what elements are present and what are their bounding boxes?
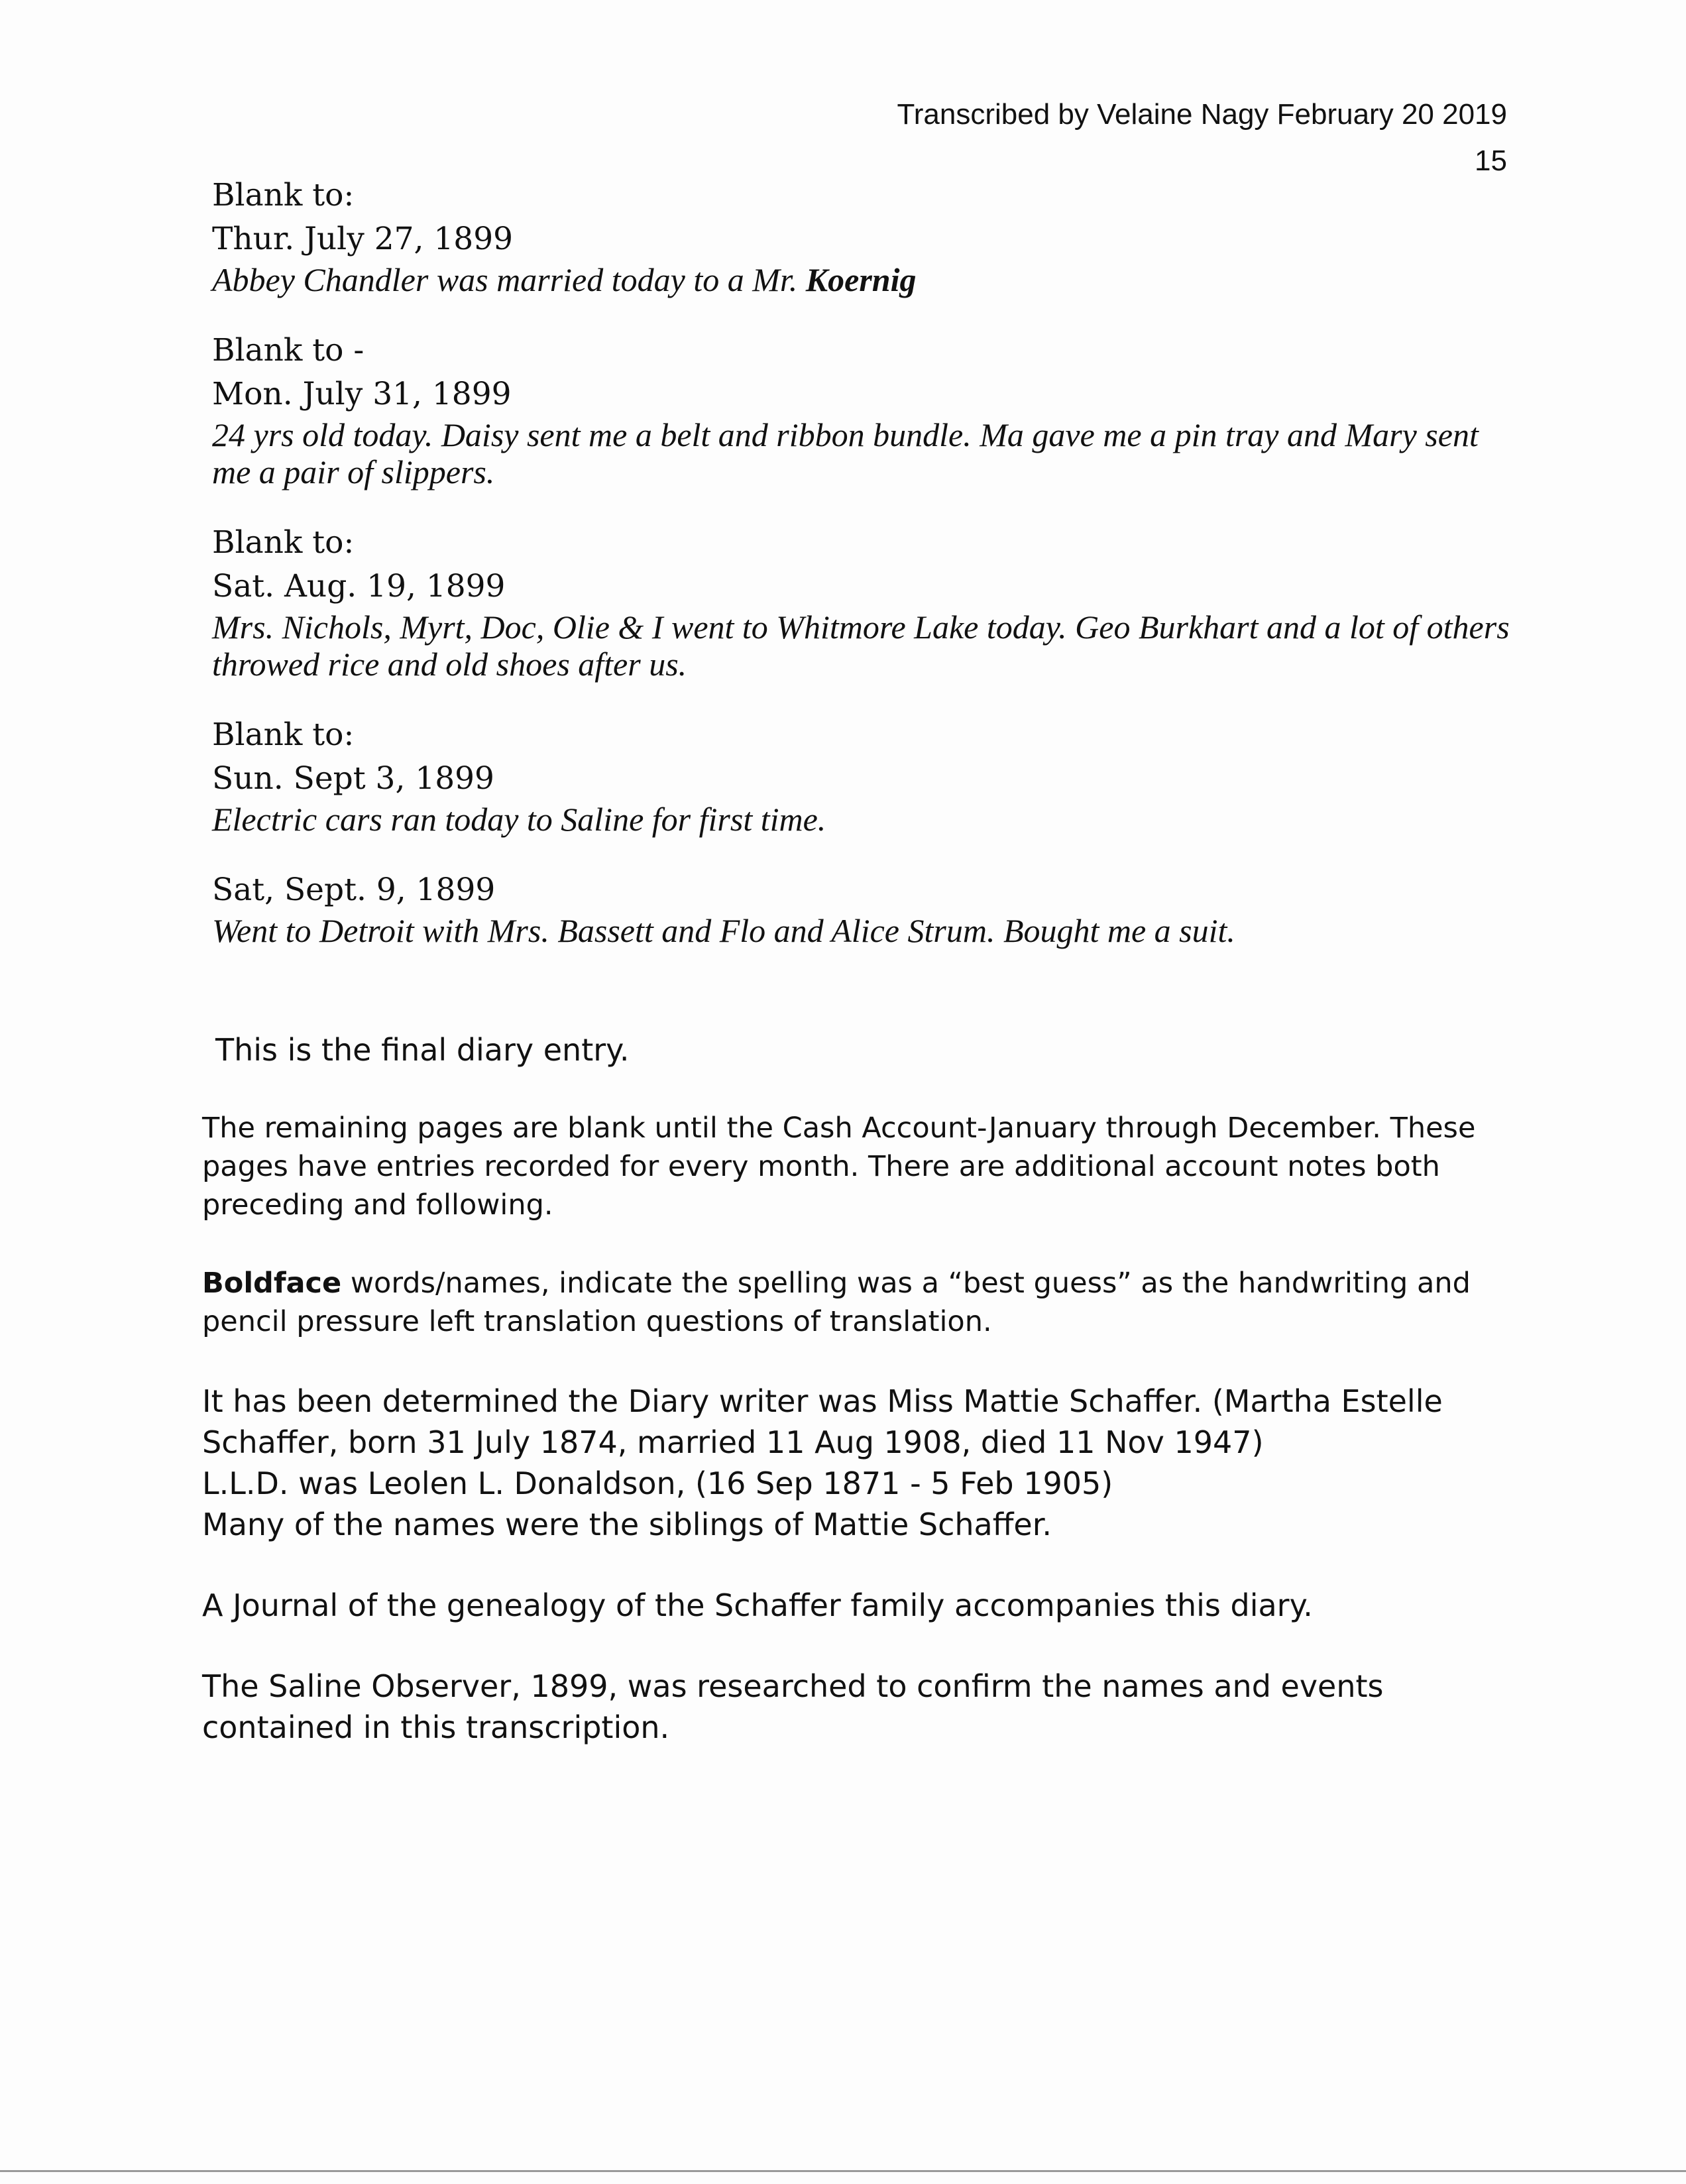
writer-line: It has been determined the Diary writer was Miss Mattie Schaffer. (Martha Estelle Schaffer, born 31 July 1874, married 11 Aug 1908, died 11 Nov 1947) <box>202 1383 1443 1460</box>
diary-entry <box>212 329 1524 490</box>
entry-text: 24 yrs old today. Daisy sent me a belt and ribbon bundle. Ma gave me a pin tray and Mary sent me a pair of slippers. <box>212 416 1479 490</box>
transcriber-notes <box>202 1031 1528 1788</box>
observer-note: The Saline Observer, 1899, was researched to confirm the names and events contained in this transcription. <box>202 1668 1384 1745</box>
diary-entry <box>212 713 1524 838</box>
diary-entries <box>212 174 1524 980</box>
boldface-label: Boldface <box>202 1267 342 1300</box>
boldface-explanation: words/names, indicate the spelling was a “best guess” as the handwriting and pencil pressure left translation questions of translation. <box>202 1267 1471 1338</box>
entry-text: Electric cars ran today to Saline for first time. <box>212 801 826 838</box>
scan-edge-line <box>0 2170 1686 2172</box>
journal-note: A Journal of the genealogy of the Schaffer family accompanies this diary. <box>202 1587 1313 1623</box>
entry-text: Mrs. Nichols, Myrt, Doc, Olie & I went to Whitmore Lake today. Geo Burkhart and a lot of others throwed rice and old shoes after us. <box>212 608 1510 683</box>
entry-blank-label: Blank to: <box>212 524 355 561</box>
best-guess-word: Koernig <box>805 261 917 298</box>
writer-line: L.L.D. was Leolen L. Donaldson, (16 Sep 1871 - 5 Feb 1905) <box>202 1466 1113 1501</box>
entry-blank-label: Blank to: <box>212 717 355 753</box>
entry-text-part: Abbey Chandler was married today to a Mr. <box>212 261 806 298</box>
final-entry-note: This is the final diary entry. <box>215 1032 630 1068</box>
entry-text: Went to Detroit with Mrs. Bassett and Flo and Alice Strum. Bought me a suit. <box>212 912 1235 949</box>
entry-date: Sat. Aug. 19, 1899 <box>212 568 506 604</box>
remaining-pages-note: The remaining pages are blank until the Cash Account-January through December. These pages have entries recorded for every month. There are additional account notes both preceding and following. <box>202 1112 1476 1222</box>
entry-text <box>212 261 1524 298</box>
writer-note <box>202 1381 1528 1545</box>
entry-blank-label: Blank to: <box>212 177 355 213</box>
diary-entry <box>212 521 1524 683</box>
entry-date: Mon. July 31, 1899 <box>212 376 512 412</box>
entry-date: Sun. Sept 3, 1899 <box>212 760 494 797</box>
diary-entry <box>212 174 1524 298</box>
transcription-credit: Transcribed by Velaine Nagy February 20 2019 <box>897 98 1507 131</box>
page-number: 15 <box>1475 144 1507 177</box>
entry-date: Sat, Sept. 9, 1899 <box>212 872 496 908</box>
writer-line: Many of the names were the siblings of Mattie Schaffer. <box>202 1507 1052 1542</box>
boldface-note <box>202 1264 1528 1341</box>
diary-entry <box>212 868 1524 949</box>
entry-blank-label: Blank to - <box>212 332 365 369</box>
entry-date: Thur. July 27, 1899 <box>212 221 514 257</box>
